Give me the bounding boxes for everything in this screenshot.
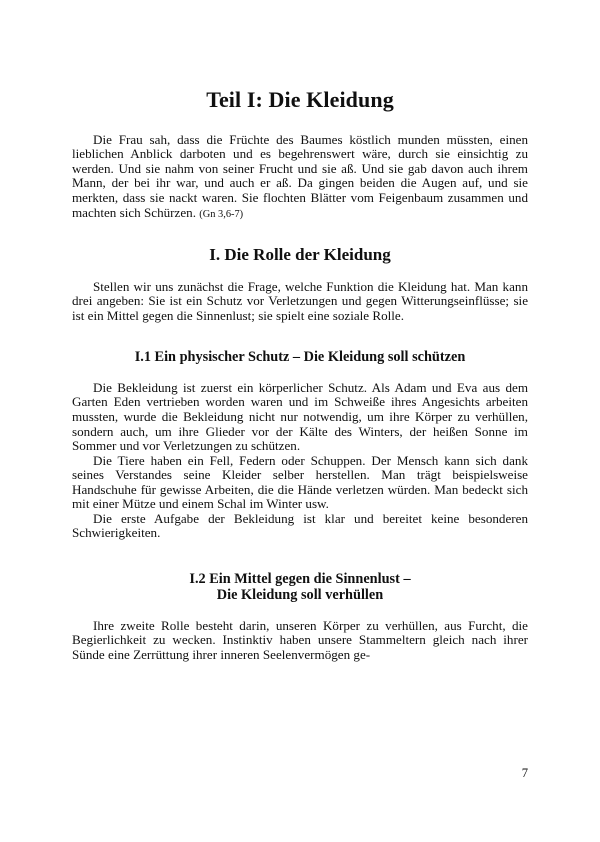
page-title: Teil I: Die Kleidung (206, 87, 394, 112)
epigraph-text: Die Frau sah, dass die Früchte des Baumes köstlich munden müssten, einen lieblichen Anblick darboten und es begehrenswert wäre, durch sie einsichtig zu werden. Und sie nahm von seiner Frucht und sie aß. Und sie gab davon auch ihrem Mann, der bei ihr war, und auch er aß. Da gingen beiden die Augen auf, und sie merkten, dass sie nackt waren. Sie flochten Blätter vom Feigenbaum zusammen und machten sich Schürzen. (72, 131, 528, 220)
section-intro-paragraph: Stellen wir uns zunächst die Frage, welche Funktion die Kleidung hat. Man kann drei angeben: Sie ist ein Schutz vor Verletzungen und gegen Witterungseinflüsse; sie ist ein Mittel gegen die Sinnenlust; sie spielt eine soziale Rolle. (72, 278, 528, 323)
page-number: 7 (521, 766, 528, 780)
text-block (72, 0, 528, 663)
subsection-heading-i-2 (72, 541, 528, 604)
section-heading-i: I. Die Rolle der Kleidung (209, 245, 391, 265)
epigraph-citation: (Gn 3,6-7) (199, 208, 244, 220)
subsection-heading-i-2-line-1: I.2 Ein Mittel gegen die Sinnenlust – (189, 570, 411, 587)
epigraph-block (72, 113, 528, 223)
subsection-heading-i-2-line-2: Die Kleidung soll verhüllen (216, 587, 384, 604)
subsection-heading-i-1: I.1 Ein physischer Schutz – Die Kleidung soll schützen (134, 349, 466, 366)
paragraph: Ihre zweite Rolle besteht darin, unseren Körper zu verhüllen, aus Furcht, die Begierlichkeit zu wecken. Instinktiv haben unsere Stammeltern gleich nach ihrer Sünde eine Zerrüttung ihrer inneren Seelenvermögen ge- (72, 617, 528, 662)
paragraph: Die erste Aufgabe der Bekleidung ist klar und bereitet keine besonderen Schwierigkeiten. (72, 510, 528, 541)
paragraph: Die Tiere haben ein Fell, Federn oder Schuppen. Der Mensch kann sich dank seines Verstandes seine Kleider selber herstellen. Man trägt beispielsweise Handschuhe für gewisse Arbeiten, die die Hände verletzen würden. Man bedeckt sich mit einer Mütze und einem Schal im Winter usw. (72, 452, 528, 512)
paragraph: Die Bekleidung ist zuerst ein körperlicher Schutz. Als Adam und Eva aus dem Garten Eden vertrieben worden waren und im Schweiße ihres Angesichts arbeiten mussten, wurde die Bekleidung nicht nur notwendig, um ihre Körper zu verhüllen, sondern auch, um ihre Glieder vor der Kälte des Winters, der heißen Sonne im Sommer und vor Verletzungen zu schützen. (72, 379, 528, 454)
